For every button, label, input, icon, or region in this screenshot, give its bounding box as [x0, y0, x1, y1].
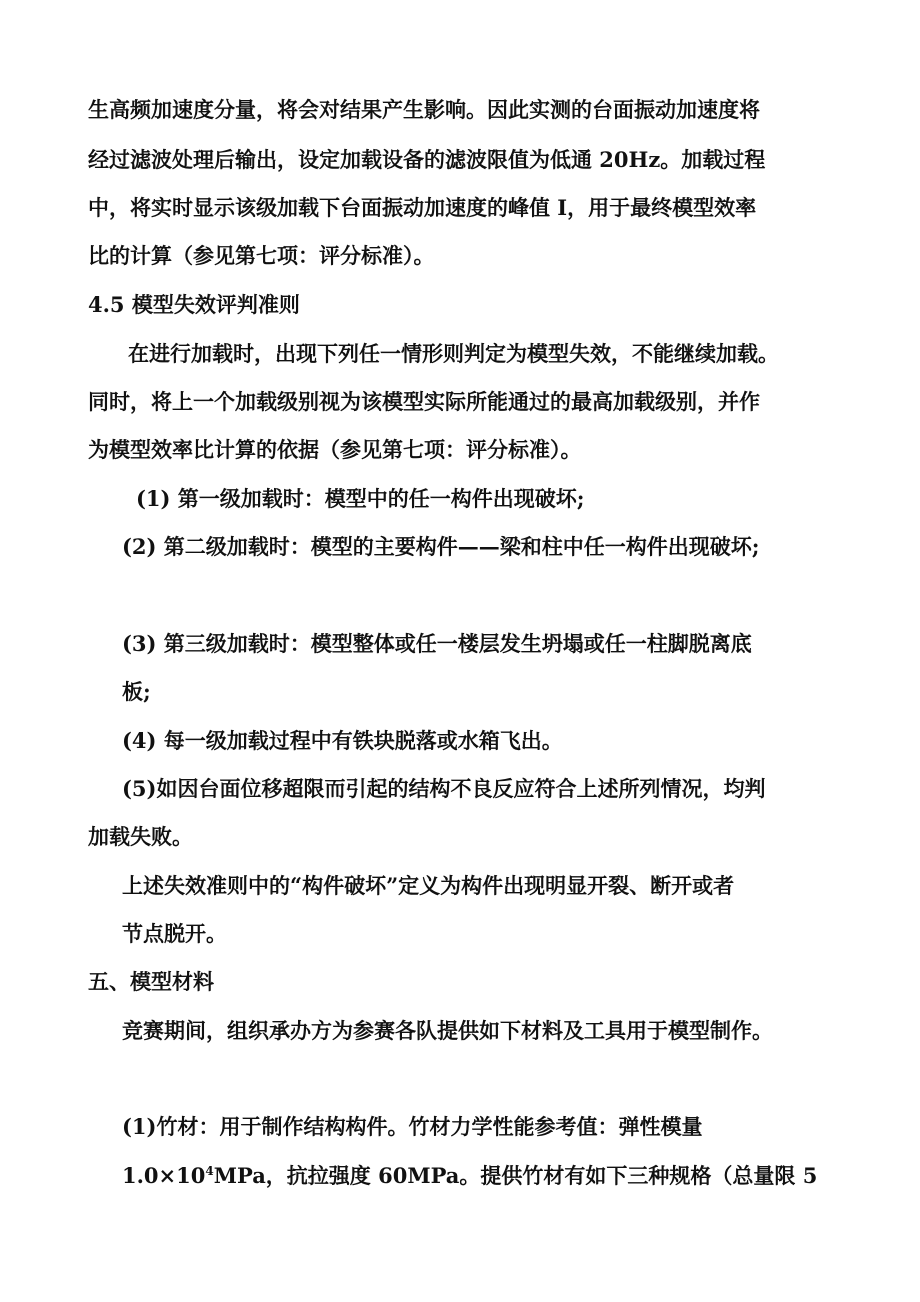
material-item-1-cont [122, 1161, 817, 1191]
list-item-3: (3) 第三级加载时：模型整体或任一楼层发生坍塌或任一柱脚脱离底 [122, 631, 752, 656]
modulus-rest: MPa，抗拉强度 60MPa。提供竹材有如下三种规格（总量限 5 [213, 1163, 818, 1188]
paragraph-line: 为模型效率比计算的依据（参见第七项：评分标准）。 [88, 437, 582, 462]
paragraph-line: 经过滤波处理后输出，设定加载设备的滤波限值为低通 20Hz。加载过程 [88, 147, 766, 172]
paragraph-line: 生高频加速度分量，将会对结果产生影响。因此实测的台面振动加速度将 [88, 97, 760, 122]
modulus-base: 1.0×10 [122, 1163, 206, 1188]
list-item-2: (2) 第二级加载时：模型的主要构件——梁和柱中任一构件出现破坏; [122, 534, 760, 559]
list-item-1: (1) 第一级加载时：模型中的任一构件出现破坏; [136, 486, 585, 511]
paragraph-line: 竞赛期间，组织承办方为参赛各队提供如下材料及工具用于模型制作。 [122, 1018, 773, 1043]
paragraph-line: 比的计算（参见第七项：评分标准）。 [88, 243, 435, 268]
paragraph-line: 中，将实时显示该级加载下台面振动加速度的峰值 I，用于最终模型效率 [88, 195, 757, 220]
paragraph-line: 在进行加载时，出现下列任一情形则判定为模型失效，不能继续加载。 [128, 341, 779, 366]
list-item-4: (4) 每一级加载过程中有铁块脱落或水箱飞出。 [122, 728, 563, 753]
note-line: 节点脱开。 [122, 921, 227, 946]
material-item-1: (1)竹材：用于制作结构构件。竹材力学性能参考值：弹性模量 [122, 1114, 703, 1139]
section-heading-5: 五、模型材料 [88, 969, 214, 994]
section-heading-4-5: 4.5 模型失效评判准则 [88, 292, 300, 317]
list-item-3-cont: 板; [122, 679, 151, 704]
note-line: 上述失效准则中的“构件破坏”定义为构件出现明显开裂、断开或者 [122, 873, 735, 898]
list-item-5: (5)如因台面位移超限而引起的结构不良反应符合上述所列情况，均判 [122, 776, 766, 801]
modulus-exponent: 4 [205, 1164, 214, 1178]
list-item-5-cont: 加载失败。 [88, 824, 193, 849]
paragraph-line: 同时，将上一个加载级别视为该模型实际所能通过的最高加载级别，并作 [88, 389, 760, 414]
